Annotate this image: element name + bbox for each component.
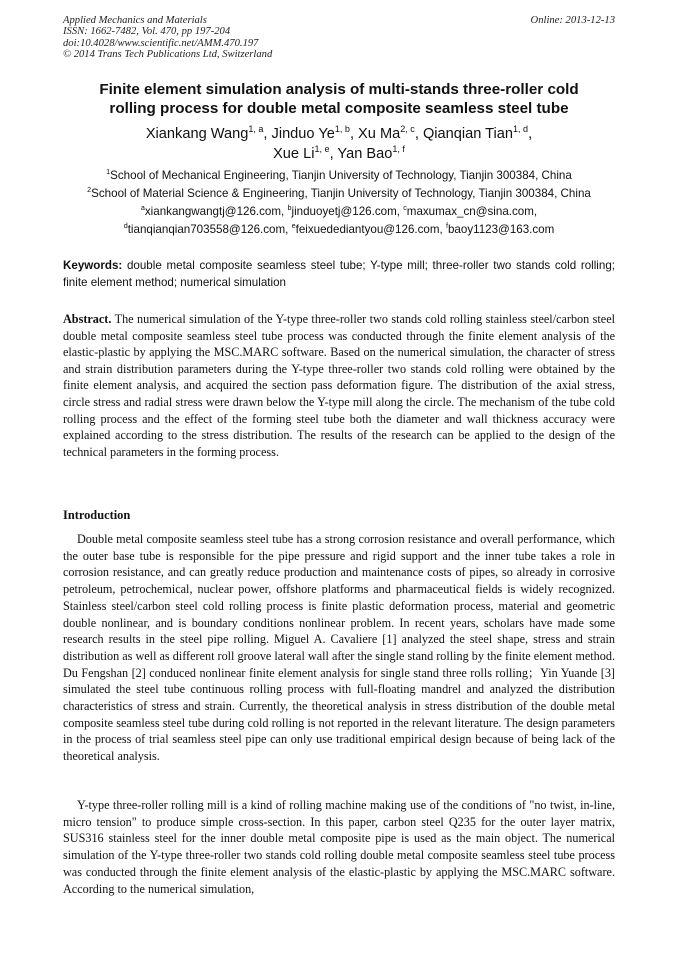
keywords-label: Keywords: [63,259,123,272]
abstract-label: Abstract. [63,312,112,326]
email-address[interactable]: baoy1123@163.com [447,223,555,236]
issn-line: ISSN: 1662-7482, Vol. 470, pp 197-204 [63,26,231,38]
journal-header [63,15,615,60]
email-sup: a [140,203,145,213]
author-line-2: Xue Li$^{1, e}$, Yan Bao$^{1, f}$ [273,144,405,162]
affiliation-1 [40,169,638,183]
title-line-1: Finite element simulation analysis of multi-stands three-roller cold [99,81,579,98]
email-line-1: $^a$xiankangwangtj@126.com, $^b$jinduoyetj@126.com, $^c$maxumax_cn@sina.com, [140,203,538,218]
author-affil-sup: 1, a [248,124,264,135]
affiliation-text: School of Mechanical Engineering, Tianjin University of Technology, Tianjin 300384, China [110,169,572,182]
email-sup: c [403,203,407,213]
author-name: Xiankang Wang [145,126,249,142]
abstract-text: The numerical simulation of the Y-type three-roller two stands cold rolling stainless steel/carbon steel double metal composite seamless steel tube process was conducted through the finite element analysis of the elastic-plastic by applying the MSC.MARC software. Based on the numerical simulation, the character of stress and strain distribution parameters during the Y-type three-roller two stands cold rolling were obtained by the finite element analysis, and acquired the section pass deformation figure. The distribution of the axial stress, circle stress and radial stress were drawn below the Y-type mill along the circle. The mechanism of the tube cold rolling process and the effect of the forming steel tube both the diameter and wall thickness accuracy were explained according to the stress distribution. The results of the research can be applied to the design of the technical parameters in the forming process. [63,312,616,459]
author-affil-sup: 1, d [513,124,529,135]
author-affil-sup: 1, f [392,144,405,155]
email-sup: d [123,221,128,231]
email-address[interactable]: jinduoyetj@126.com [291,205,397,218]
email-sup: f [445,221,448,231]
author-affil-sup: 1, b [334,124,350,135]
keywords-block [63,258,615,291]
copyright-line: © 2014 Trans Tech Publications Ltd, Switzerland [63,48,273,60]
affiliation-2 [40,187,638,201]
author-name: Jinduo Ye [271,126,335,142]
author-name: Qianqian Tian [422,126,513,142]
title-line-2: rolling process for double metal composite seamless steel tube [109,100,569,117]
author-name: Xue Li [273,146,315,162]
affiliation-sup: 2 [87,185,92,195]
intro-paragraph-2: Y-type three-roller rolling mill is a kind of rolling machine making use of the conditions of "no twist, in-line, micro tension" to produce simple cross-section. In this paper, carbon steel Q235 for the outer layer matrix, SUS316 stainless steel for the inner double metal composite pipe is used as the main object. The numerical simulation of the Y-type three-roller two stands cold rolling double metal composite seamless steel tube process was conducted through the finite element analysis of the elastic-plastic by applying the MSC.MARC software. According to the numerical simulation, [63,798,615,896]
journal-name: Applied Mechanics and Materials [63,15,207,26]
affiliation-text: School of Material Science & Engineering, Tianjin University of Technology, Tianjin 300384, China [91,187,591,200]
author-line-1: Xiankang Wang$^{1, a}$, Jinduo Ye$^{1, b}$, Xu Ma$^{2, c}$, Qianqian Tian$^{1, d}$, [145,124,533,142]
email-address[interactable]: xiankangwangtj@126.com [144,205,282,218]
author-affil-sup: 1, e [314,144,330,155]
email-sup: b [287,203,292,213]
email-line-2: $^d$tianqianqian703558@126.com, $^e$feixuedediantyou@126.com, $^f$baoy1123@163.com [123,221,555,236]
author-name: Yan Bao [337,146,393,162]
online-date: Online: 2013-12-13 [530,15,615,26]
abstract-block [63,311,615,460]
affiliation-sup: 1 [106,167,111,177]
email-sup: e [291,221,296,231]
section-heading-introduction: Introduction [63,508,131,522]
author-affil-sup: 2, c [400,124,415,135]
author-name: Xu Ma [358,126,401,142]
keywords-text: double metal composite seamless steel tube; Y-type mill; three-roller two stands cold rolling; finite element method; numerical simulation [63,259,615,289]
author-list [70,124,608,164]
doi-line: doi:10.4028/www.scientific.net/AMM.470.197 [63,37,259,49]
paper-title [70,80,608,118]
email-address[interactable]: tianqianqian703558@126.com [127,223,286,236]
email-address[interactable]: feixuedediantyou@126.com [295,223,440,236]
intro-paragraph-1: Double metal composite seamless steel tube has a strong corrosion resistance and overall performance, which the outer base tube is responsible for the pipe pressure and rigid support and the inner tube takes a role in corrosion resistance, and can greatly reduce production and maintenance costs of pipes, so already in corrosive petroleum, petrochemical, nuclear power, offshore platforms and pharmaceutical fields is widely recognized. Stainless steel/carbon steel cold rolling process is finite plastic deformation process, material and geometric double nonlinear, and is boundary conditions nonlinear problem. In recent years, scholars have made some research results in the steel pipe rolling. Miguel A. Cavaliere [1] analyzed the steel shape, stress and strain distribution as well as different roll groove lateral wall after the single stand rolling by the finite element method. Du Fengshan [2] conduced nonlinear finite element analysis for single stand three rolls rolling；Yin Yuande [3] simulated the steel tube continuous rolling process with full-floating mandrel and analyzed the distribution characteristics of stress and strain. Currently, the theoretical analysis in stress distribution of the double metal composite seamless steel tube during cold rolling is not reported in the relevant literature. The design parameters in the process of trial seamless steel pipe can only use traditional empirical design because of being lack of the theoretical analysis. [63,532,615,764]
email-address[interactable]: maxumax_cn@sina.com [406,205,534,218]
